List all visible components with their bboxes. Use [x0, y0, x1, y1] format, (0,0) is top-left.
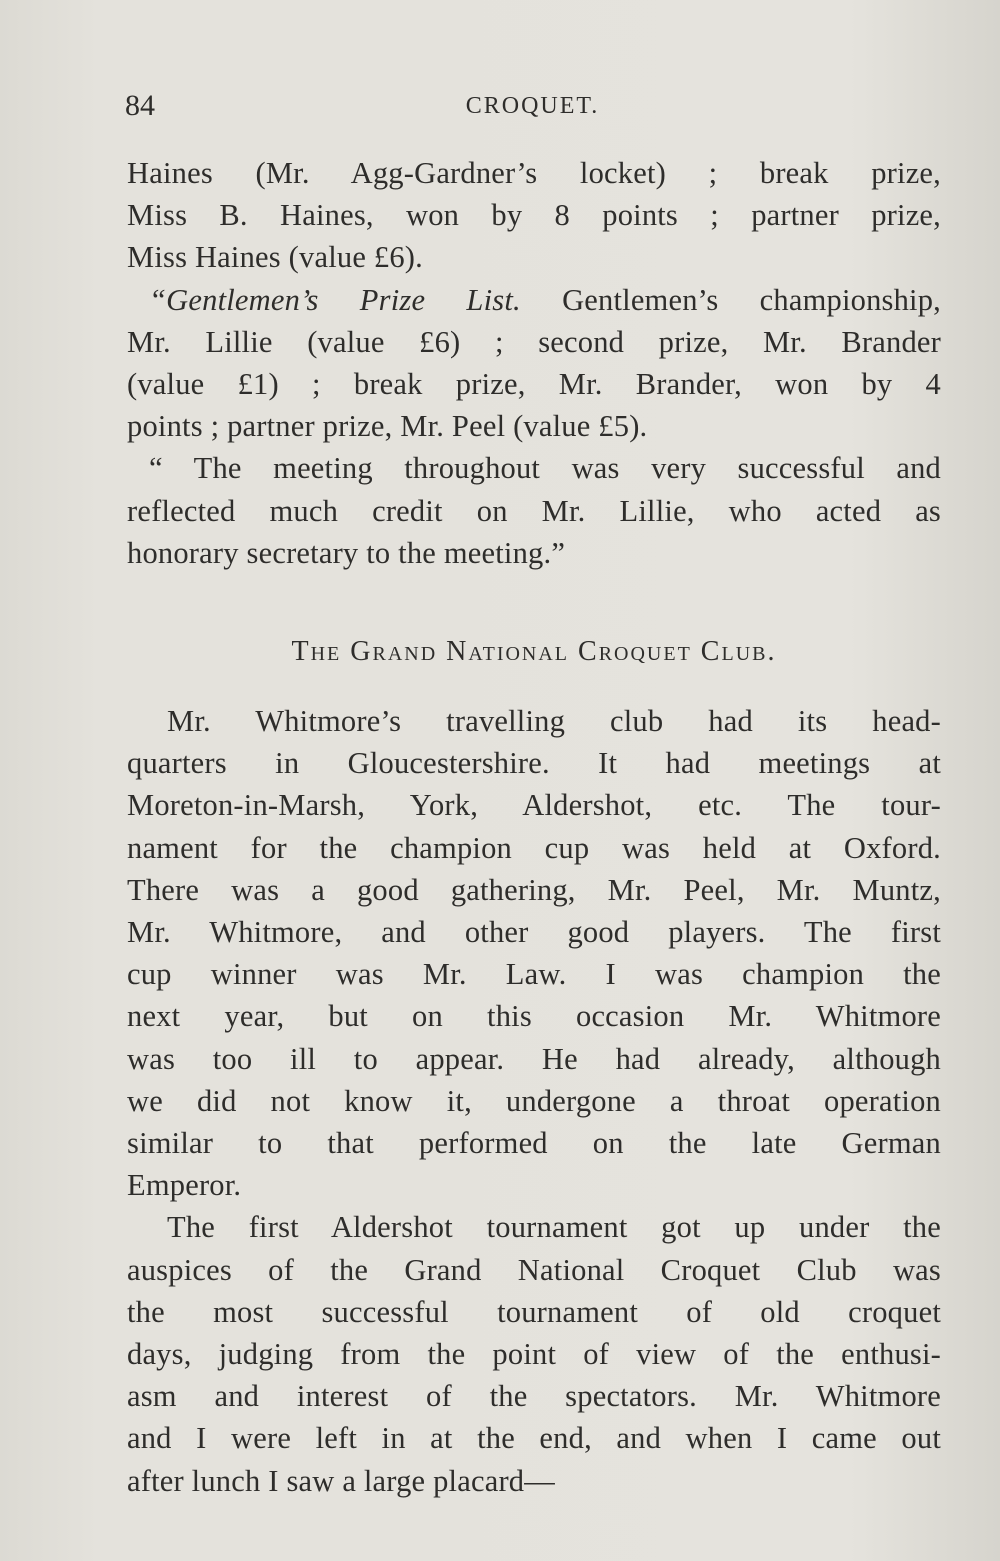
- italic-heading: “Gentlemen’s Prize List.: [149, 282, 521, 317]
- text-line: points ; partner prize, Mr. Peel (value £5).: [127, 409, 648, 444]
- text-line: quarters in Gloucestershire. It had meetings at: [127, 746, 941, 781]
- running-title: CROQUET.: [465, 93, 600, 119]
- text-line: Mr. Whitmore’s travelling club had its head-: [167, 704, 941, 738]
- text-line: the most successful tournament of old croquet: [127, 1294, 941, 1329]
- text-line: There was a good gathering, Mr. Peel, Mr. Muntz,: [127, 872, 941, 907]
- paragraph-ladies-prizes: [127, 152, 941, 279]
- text-fragment: Gentlemen’s championship,: [562, 282, 941, 317]
- text-line: Emperor.: [127, 1168, 242, 1203]
- text-line: [127, 279, 941, 321]
- text-block-bottom: [127, 700, 941, 1502]
- text-line: Haines (Mr. Agg-Gardner’s locket) ; break prize,: [127, 156, 941, 190]
- running-head: [125, 86, 940, 126]
- text-line: next year, but on this occasion Mr. Whitmore: [127, 999, 941, 1034]
- text-line: days, judging from the point of view of the enthusi-: [127, 1337, 941, 1372]
- text-line: Mr. Lillie (value £6) ; second prize, Mr. Brander: [127, 324, 941, 359]
- text-line: honorary secretary to the meeting.”: [127, 535, 566, 570]
- text-line: The first Aldershot tournament got up under the: [167, 1210, 941, 1245]
- paragraph-gentlemens-prize-list: [127, 279, 941, 448]
- text-block-top: [127, 152, 941, 574]
- text-line: was too ill to appear. He had already, although: [127, 1041, 941, 1076]
- text-line: (value £1) ; break prize, Mr. Brander, won by 4: [127, 367, 941, 402]
- text-line: reflected much credit on Mr. Lillie, who acted as: [127, 493, 941, 528]
- text-line: Miss Haines (value £6).: [127, 240, 423, 275]
- text-line: “ The meeting throughout was very successful and: [149, 451, 941, 486]
- text-line: Moreton-in-Marsh, York, Aldershot, etc. The tour-: [127, 788, 941, 823]
- text-line: similar to that performed on the late German: [127, 1126, 941, 1161]
- text-line: Miss B. Haines, won by 8 points ; partner prize,: [127, 198, 941, 233]
- text-line: Mr. Whitmore, and other good players. The first: [127, 915, 941, 950]
- paragraph-travelling-club: [127, 700, 941, 1206]
- section-heading: The Grand National Croquet Club.: [291, 636, 777, 667]
- text-line: asm and interest of the spectators. Mr. Whitmore: [127, 1379, 941, 1414]
- text-line: auspices of the Grand National Croquet Club was: [127, 1252, 941, 1287]
- text-line: and I were left in at the end, and when I came out: [127, 1421, 941, 1456]
- text-line: after lunch I saw a large placard—: [127, 1463, 555, 1498]
- text-line: nament for the champion cup was held at Oxford.: [127, 830, 941, 865]
- text-line: cup winner was Mr. Law. I was champion the: [127, 957, 941, 992]
- paragraph-aldershot-tournament: [127, 1206, 941, 1501]
- text-line: we did not know it, undergone a throat operation: [127, 1083, 941, 1118]
- page-number: 84: [125, 89, 155, 122]
- paragraph-meeting-summary: [127, 447, 941, 574]
